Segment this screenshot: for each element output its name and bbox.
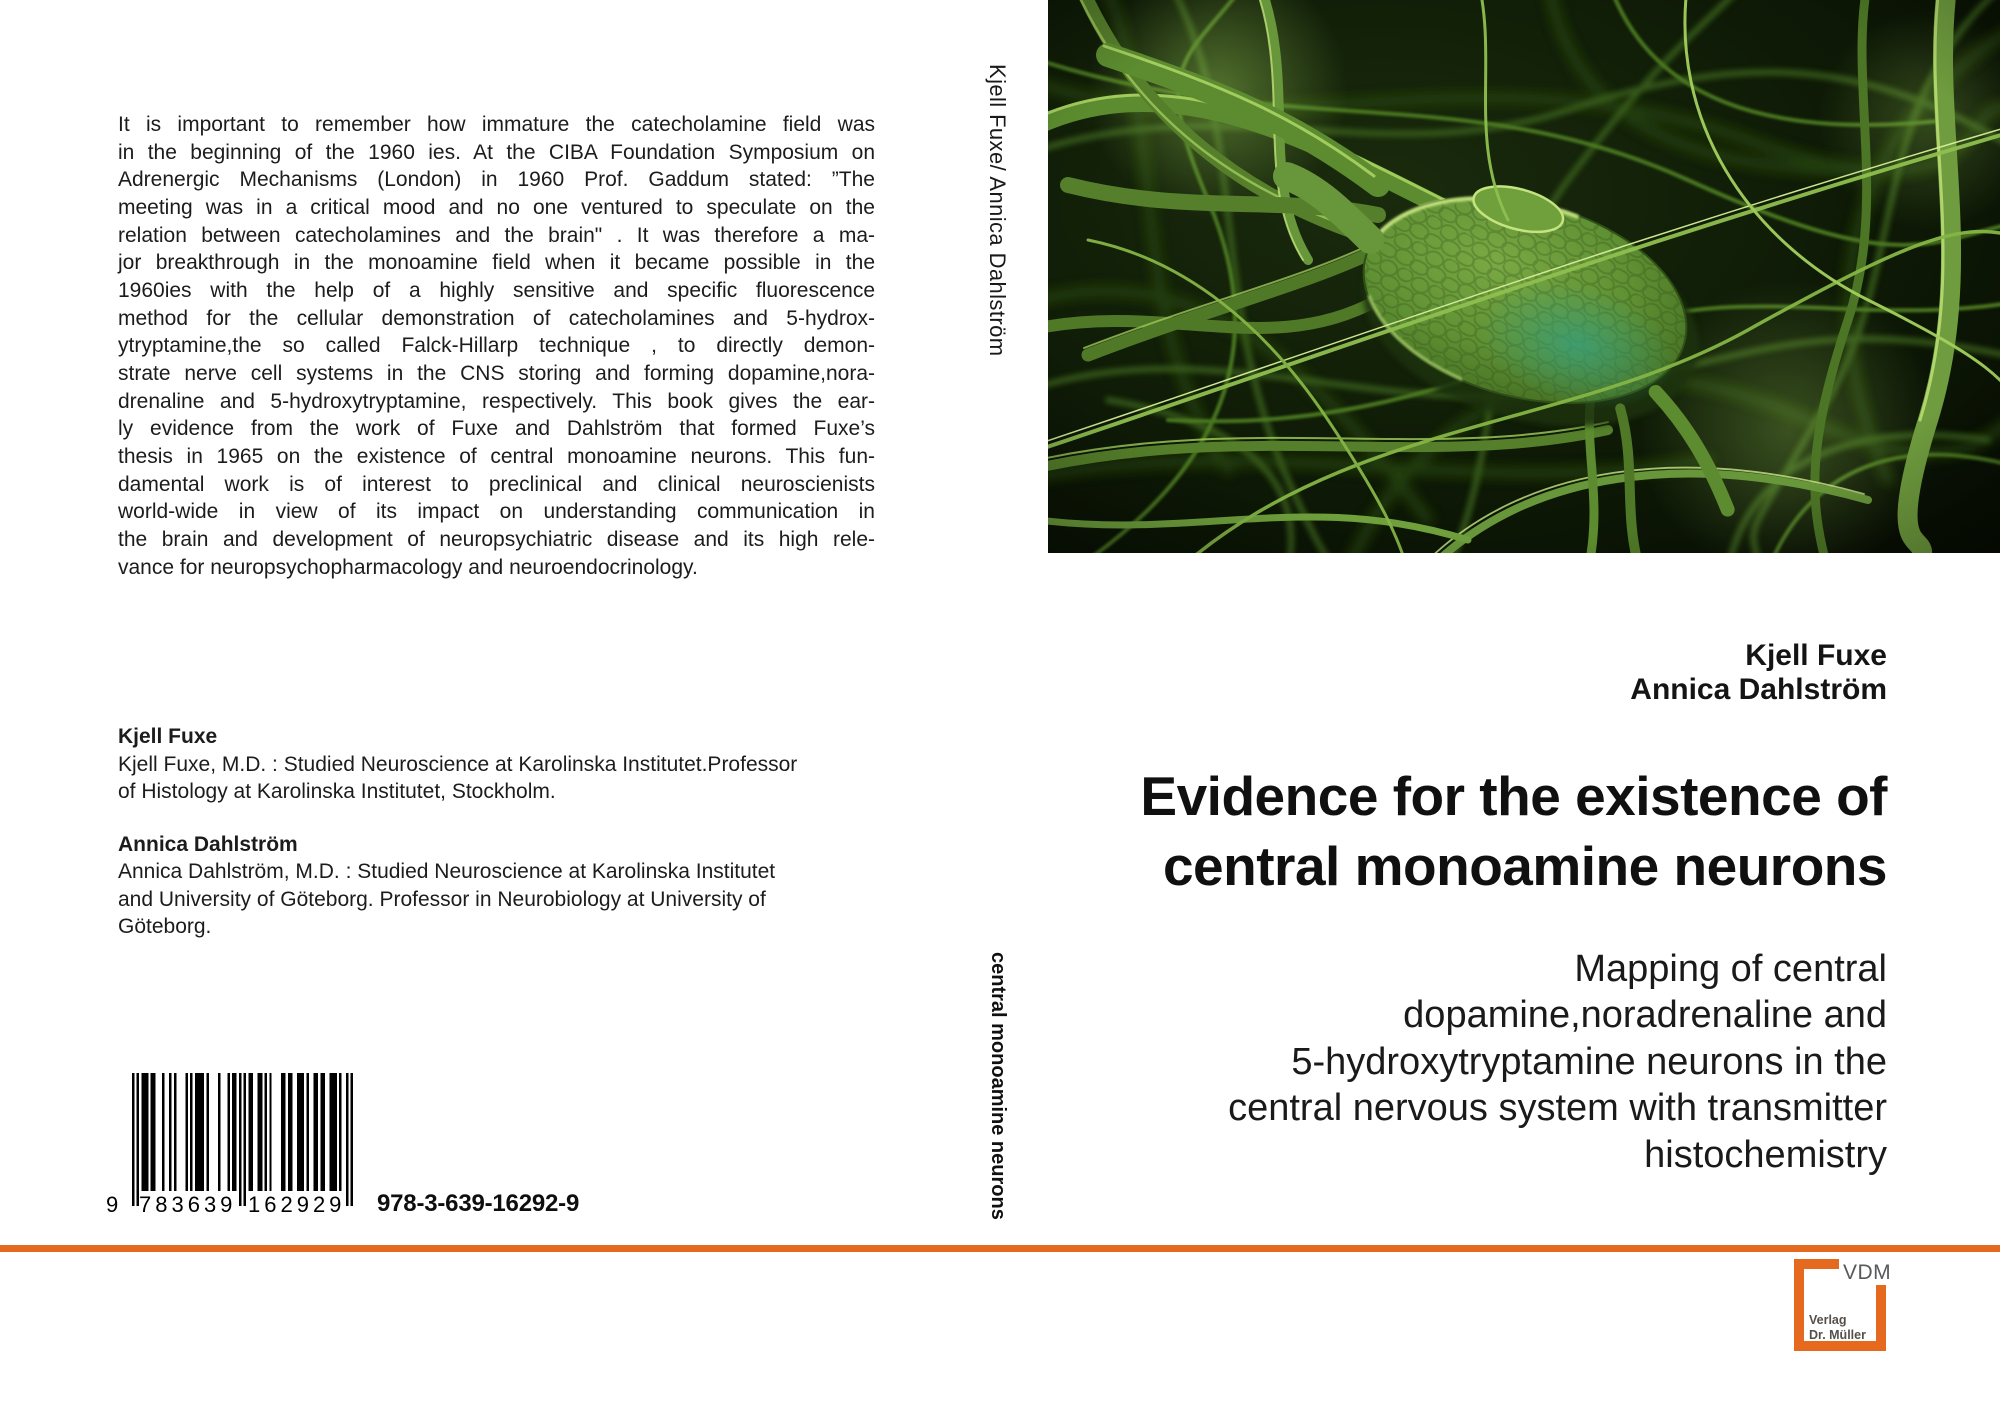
publisher-name — [1809, 1313, 1866, 1343]
title-line: Evidence for the existence of — [1140, 765, 1887, 827]
front-author-1: Kjell Fuxe — [1745, 639, 1887, 672]
bio-author-name: Kjell Fuxe — [118, 725, 218, 748]
blurb-line: ly evidence from the work of Fuxe and Dahlström that formed Fuxe’s — [118, 417, 875, 441]
blurb-line: strate nerve cell systems in the CNS storing and forming dopamine,nora- — [118, 361, 875, 385]
isbn-text: 978-3-639-16292-9 — [377, 1190, 580, 1217]
blurb-line: drenaline and 5-hydroxytryptamine, respectively. This book gives the ear- — [118, 389, 875, 413]
front-cover-authors — [1630, 639, 1887, 706]
front-cover-subtitle — [1228, 946, 1887, 1178]
blurb-line: thesis in 1965 on the existence of central monoamine neurons. This fun- — [118, 444, 875, 468]
back-cover-blurb — [118, 111, 875, 581]
front-cover-title — [1140, 761, 1887, 901]
spine-title-text: central monoamine neurons — [987, 952, 1009, 1220]
logo-frame-bar — [1794, 1259, 1804, 1351]
barcode-bars-icon — [132, 1073, 353, 1207]
bio-line: and University of Göteborg. Professor in Neurobiology at University of — [118, 887, 766, 911]
blurb-line: in the beginning of the 1960 ies. At the CIBA Foundation Symposium on — [118, 140, 875, 164]
blurb-line: ytryptamine,the so called Falck-Hillarp technique , to directly demon- — [118, 334, 875, 358]
subtitle-line: dopamine,noradrenaline and — [1403, 994, 1887, 1037]
spine-authors-text: Kjell Fuxe/ Annica Dahlström — [985, 64, 1010, 357]
blurb-line: world-wide in view of its impact on understanding communication in — [118, 500, 875, 524]
blurb-line: vance for neuropsychopharmacology and neuroendocrinology. — [118, 555, 698, 579]
bio-annica-dahlstrom — [118, 831, 797, 941]
author-bios — [118, 723, 797, 941]
ean13-barcode — [106, 1073, 353, 1229]
barcode-lead-digit: 9 — [106, 1192, 119, 1217]
logo-frame-bar — [1794, 1259, 1839, 1269]
subtitle-line: 5-hydroxytryptamine neurons in the — [1291, 1040, 1887, 1083]
bio-line: of Histology at Karolinska Institutet, Stockholm. — [118, 780, 556, 803]
bio-line: Göteborg. — [118, 915, 212, 938]
blurb-line: jor breakthrough in the monoamine field when it became possible in the — [118, 251, 875, 275]
publisher-logo — [1794, 1259, 1892, 1351]
accent-divider — [0, 1245, 2000, 1252]
blurb-line: Adrenergic Mechanisms (London) in 1960 Prof. Gaddum stated: ”The — [118, 168, 875, 192]
bio-line: Kjell Fuxe, M.D. : Studied Neuroscience at Karolinska Institutet.Professor — [118, 752, 798, 776]
front-author-2: Annica Dahlström — [1630, 672, 1887, 706]
bio-line: Annica Dahlström, M.D. : Studied Neuroscience at Karolinska Institutet — [118, 860, 776, 883]
subtitle-line: histochemistry — [1644, 1133, 1887, 1176]
barcode-digit-group-1: 783639 — [139, 1192, 237, 1217]
bio-author-name: Annica Dahlström — [118, 832, 298, 856]
subtitle-line: central nervous system with transmitter — [1228, 1087, 1887, 1130]
blurb-line: 1960ies with the help of a highly sensitive and specific fluorescence — [118, 278, 875, 302]
blurb-line: It is important to remember how immature the catecholamine field was — [118, 113, 875, 136]
blurb-line: meeting was in a critical mood and no one ventured to speculate on the — [118, 195, 875, 219]
publisher-name-line2: Dr. Müller — [1809, 1328, 1866, 1342]
blurb-line: damental work is of interest to preclinical and clinical neuroscienists — [118, 472, 875, 496]
blurb-line: relation between catecholamines and the brain" . It was therefore a ma- — [118, 223, 875, 247]
neuron-cover-image — [1048, 0, 2000, 553]
barcode-digit-group-2: 162929 — [248, 1192, 346, 1217]
title-line: central monoamine neurons — [1162, 835, 1887, 897]
blurb-line: the brain and development of neuropsychiatric disease and its high rele- — [118, 527, 875, 551]
bio-author-text — [118, 858, 797, 941]
bio-author-text — [118, 751, 797, 806]
subtitle-line: Mapping of central — [1574, 948, 1887, 990]
bio-kjell-fuxe — [118, 723, 797, 806]
publisher-abbr: VDM — [1843, 1261, 1892, 1284]
blurb-line: method for the cellular demonstration of catecholamines and 5-hydrox- — [118, 306, 875, 330]
publisher-name-line1: Verlag — [1809, 1313, 1847, 1327]
